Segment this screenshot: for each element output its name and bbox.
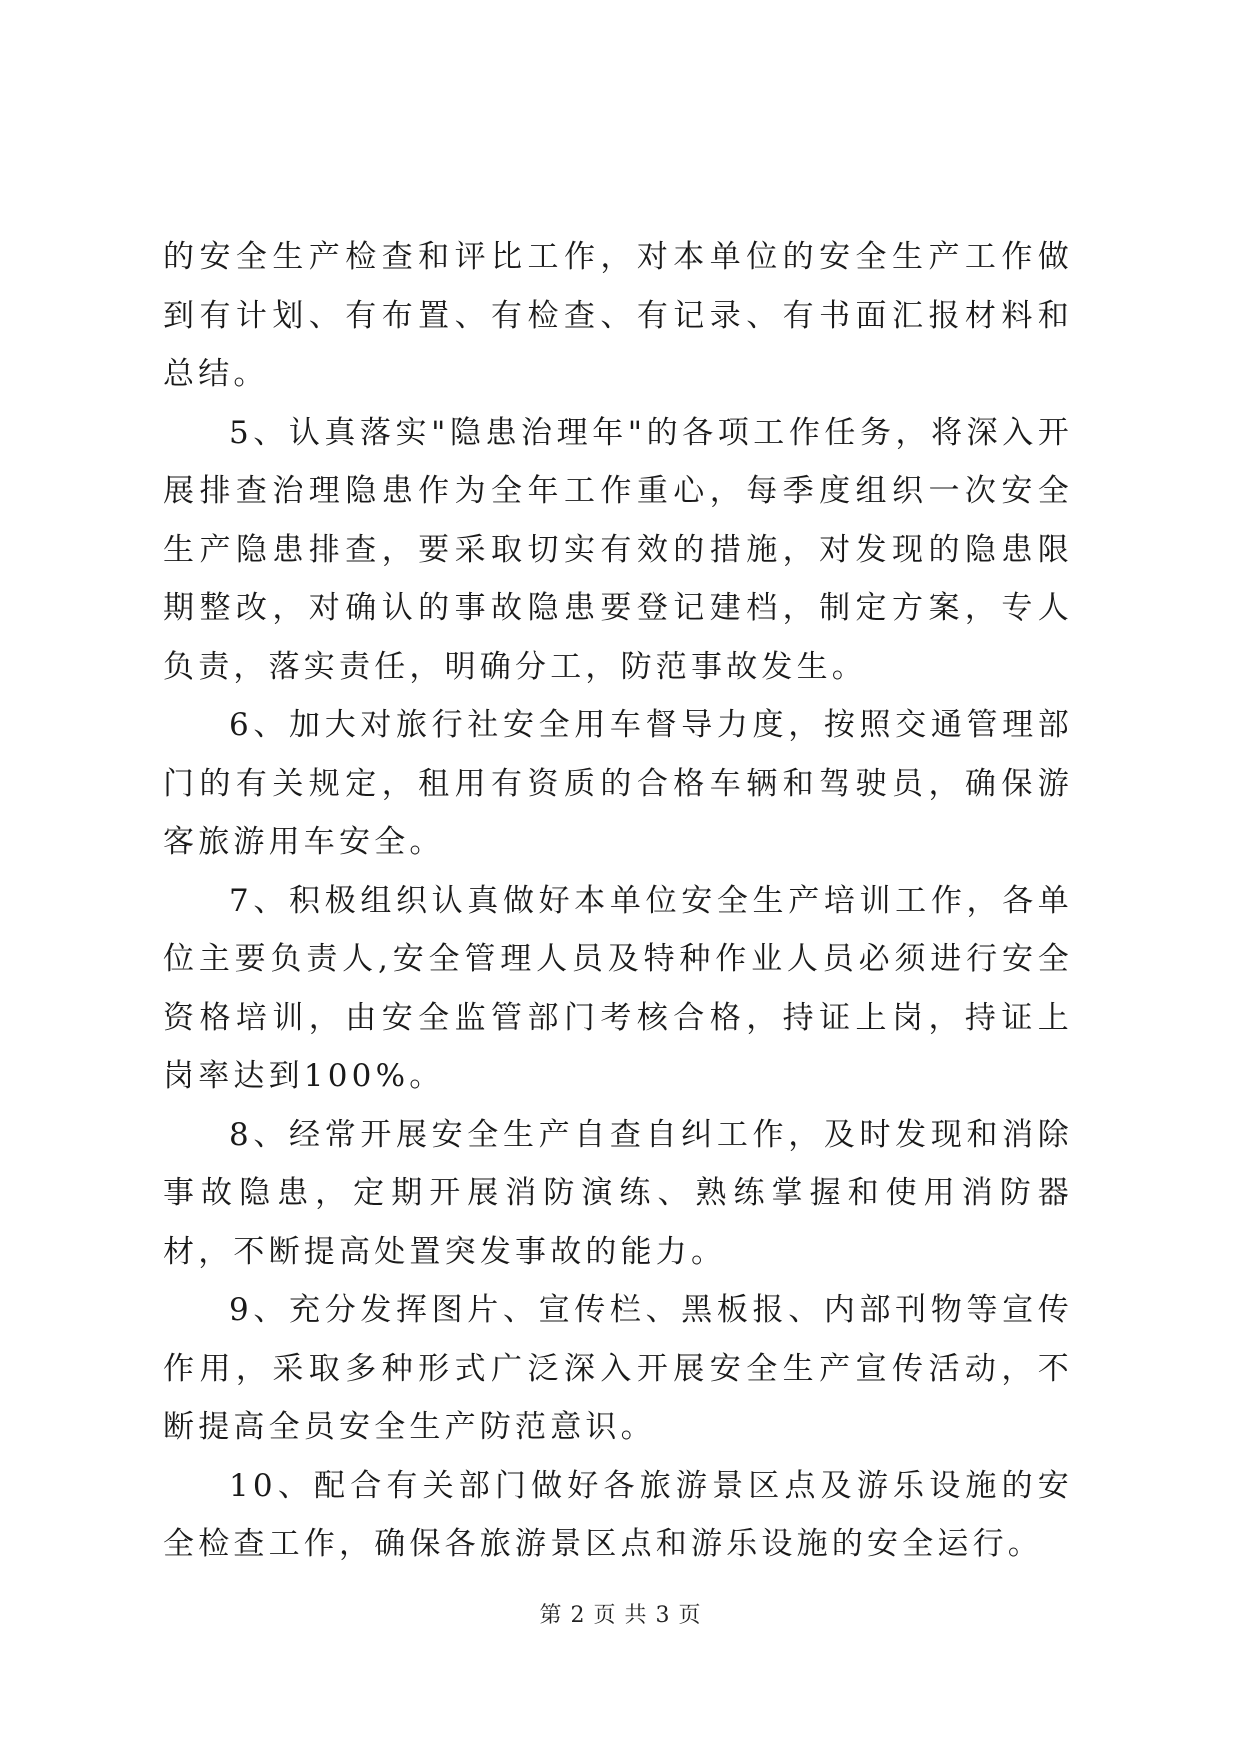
document-body	[163, 228, 1073, 1574]
paragraph-item-5: 5、认真落实"隐患治理年"的各项工作任务，将深入开展排查治理隐患作为全年工作重心，每季度组织一次安全生产隐患排查，要采取切实有效的措施，对发现的隐患限期整改，对确认的事故隐患要登记建档，制定方案，专人负责，落实责任，明确分工，防范事故发生。	[163, 414, 1073, 685]
paragraph-item-8: 8、经常开展安全生产自查自纠工作，及时发现和消除事故隐患，定期开展消防演练、熟练掌握和使用消防器材，不断提高处置突发事故的能力。	[163, 1116, 1073, 1270]
page-number-footer: 第 2 页 共 3 页	[539, 1603, 702, 1628]
paragraph-item-9: 9、充分发挥图片、宣传栏、黑板报、内部刊物等宣传作用，采取多种形式广泛深入开展安全生产宣传活动，不断提高全员安全生产防范意识。	[163, 1292, 1073, 1445]
paragraph-item-10: 10、配合有关部门做好各旅游景区点及游乐设施的安全检查工作，确保各旅游景区点和游乐设施的安全运行。	[163, 1467, 1073, 1562]
paragraph-item-7: 7、积极组织认真做好本单位安全生产培训工作，各单位主要负责人,安全管理人员及特种作业人员必须进行安全资格培训，由安全监管部门考核合格，持证上岗，持证上岗率达到100%。	[163, 882, 1073, 1094]
paragraph-item-6: 6、加大对旅行社安全用车督导力度，按照交通管理部门的有关规定，租用有资质的合格车辆和驾驶员，确保游客旅游用车安全。	[163, 707, 1073, 860]
paragraph-continuation: 的安全生产检查和评比工作，对本单位的安全生产工作做到有计划、有布置、有检查、有记录、有书面汇报材料和总结。	[163, 239, 1073, 392]
